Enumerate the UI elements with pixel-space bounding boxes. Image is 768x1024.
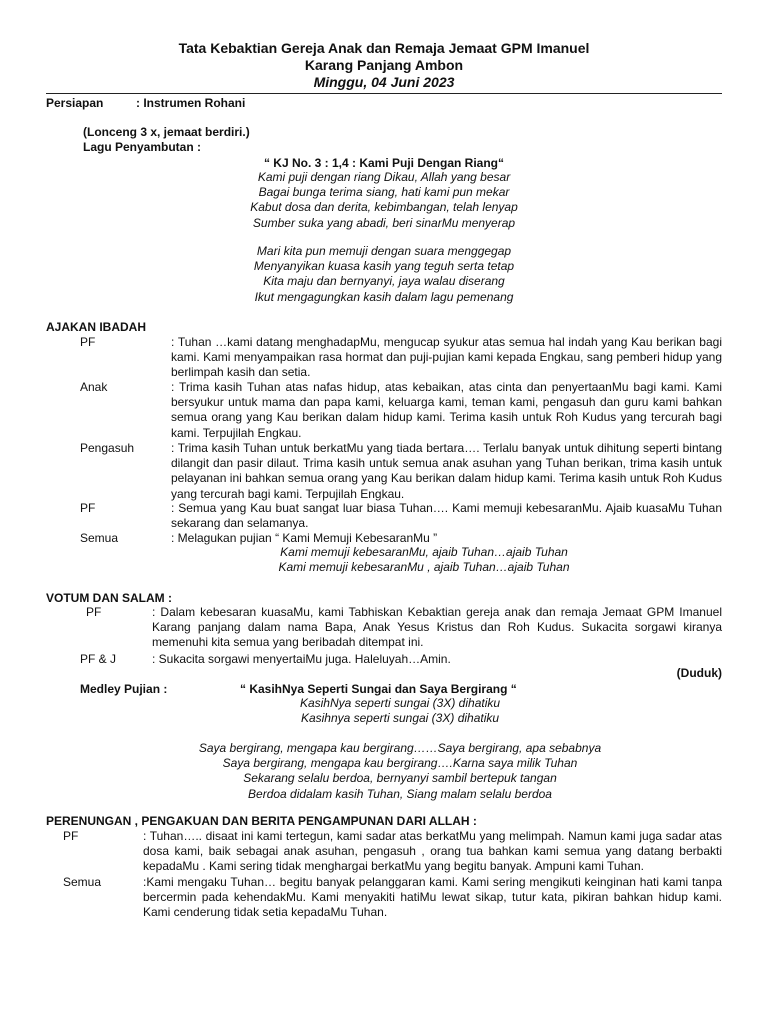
verse-line: Bagai bunga terima siang, hati kami pun mekar	[258, 185, 510, 200]
speaker-label: Pengasuh	[80, 441, 135, 455]
liturgy-text: : Semua yang Kau buat sangat luar biasa Tuhan…. Kami memuji kebesaranMu. Ajaib kuasaMu Tuhan sekarang dan selamanya.	[171, 501, 722, 531]
liturgy-text: : Trima kasih Tuhan untuk berkatMu yang tiada bertara…. Terlalu banyak untuk dihitung seperti bintang dilangit dan pasir dilaut. Trima kasih untuk semua anak asuhan yang Tuhan berikan, trima kasih untuk pelayanan ini bahkan semua orang yang Kau berikan dalam hidup kami. Terima kasih untuk Roh Kudus yang tercurah bagi kami. Terpujilah Engkau.	[171, 441, 722, 501]
document-subtitle: Karang Panjang Ambon	[304, 57, 464, 73]
liturgy-text: : Melagukan pujian “ Kami Memuji KebesaranMu ”	[171, 531, 438, 545]
perenungan-heading: PERENUNGAN , PENGAKUAN DAN BERITA PENGAMPUNAN DARI ALLAH :	[46, 814, 477, 828]
header-divider	[46, 93, 722, 94]
speaker-label: PF	[80, 501, 96, 515]
votum-heading: VOTUM DAN SALAM :	[46, 591, 172, 605]
song-line: KasihNya seperti sungai (3X) dihatiku	[299, 696, 501, 710]
song-line: Kami memuji kebesaranMu , ajaib Tuhan…ajaib Tuhan	[278, 560, 570, 575]
verse-line: Kabut dosa dan derita, kebimbangan, telah lenyap	[250, 200, 518, 215]
medley-label: Medley Pujian :	[80, 682, 168, 696]
song-line: Saya bergirang, mengapa kau bergirang……Saya bergirang, apa sebabnya	[198, 741, 602, 755]
song-lines	[200, 545, 648, 575]
verse-line: Kami puji dengan riang Dikau, Allah yang besar	[257, 170, 511, 184]
song-line: Kasihnya seperti sungai (3X) dihatiku	[300, 711, 500, 726]
song-verse-2	[170, 244, 598, 305]
liturgy-text: : Tuhan….. disaat ini kami tertegun, kami sadar atas berkatMu yang melimpah. Namun kami juga sadar atas dosa kami, baik sebagai anak asuhan, pengasuh , orang tua bahkan kami semua yang datang berbakti kepadaMu . Kami sering tidak menghargai berkatMu yang begitu banyak. Ampuni kami Tuhan.	[143, 829, 722, 874]
song-line: Saya bergirang, mengapa kau bergirang….Karna saya milik Tuhan	[222, 756, 578, 771]
liturgy-text: : Dalam kebesaran kuasaMu, kami Tabhiskan Kebaktian gereja anak dan remaja Jemaat GPM Imanuel Karang panjang dalam nama Bapa, Anak Yesus Kristus dan Roh Kudus. Sukacita sorgawi kiranya memenuhi kita semua yang beribadah ditempat ini.	[152, 605, 722, 650]
document-title: Tata Kebaktian Gereja Anak dan Remaja Jemaat GPM Imanuel	[178, 40, 590, 56]
medley-title: “ KasihNya Seperti Sungai dan Saya Bergirang “	[240, 682, 517, 696]
document-header	[46, 40, 722, 91]
lagu-penyambutan-label: Lagu Penyambutan :	[83, 140, 202, 154]
speaker-label: Anak	[80, 380, 108, 394]
bell-instruction: (Lonceng 3 x, jemaat berdiri.)	[83, 125, 250, 139]
song-line: Berdoa didalam kasih Tuhan, Siang malam selalu berdoa	[248, 786, 552, 801]
medley-lines-1	[220, 696, 580, 726]
persiapan-value: : Instrumen Rohani	[136, 96, 246, 110]
speaker-label: PF & J	[80, 652, 117, 666]
ajakan-heading: AJAKAN IBADAH	[46, 320, 147, 334]
persiapan-label: Persiapan	[46, 96, 104, 110]
verse-line: Sumber suka yang abadi, beri sinarMu menyerap	[252, 215, 516, 230]
song-verse-1	[170, 170, 598, 231]
speaker-label: Semua	[80, 531, 119, 545]
duduk-instruction: (Duduk)	[676, 666, 722, 680]
verse-line: Menyanyikan kuasa kasih yang teguh serta tetap	[253, 259, 515, 274]
song-line: Sekarang selalu berdoa, bernyanyi sambil bertepuk tangan	[243, 771, 557, 786]
liturgy-text: : Sukacita sorgawi menyertaiMu juga. Haleluyah…Amin.	[152, 652, 451, 666]
verse-line: Kita maju dan bernyanyi, jaya walau diserang	[263, 274, 505, 289]
speaker-label: PF	[63, 829, 79, 843]
medley-lines-2	[160, 741, 640, 802]
speaker-label: PF	[86, 605, 102, 619]
speaker-label: PF	[80, 335, 96, 349]
song-title: “ KJ No. 3 : 1,4 : Kami Puji Dengan Riang“	[263, 156, 505, 170]
verse-line: Ikut mengagungkan kasih dalam lagu pemenang	[254, 289, 514, 304]
liturgy-text: :Kami mengaku Tuhan… begitu banyak pelanggaran kami. Kami sering mengikuti keinginan hati kami tanpa bercermin pada kehendakMu. Kami menyakiti hatiMu lewat sikap, tutur kata, pikiran bahkan hidup kami. Kami cenderung tidak setia kepadaMu Tuhan.	[143, 875, 722, 920]
liturgy-text: : Tuhan …kami datang menghadapMu, mengucap syukur atas semua hal indah yang Kau berikan bagi kami. Kami menyampaikan rasa hormat dan puji-pujian kami kepada Engkau, sang pemberi hidup yang berlimpah kasih dan setia.	[171, 335, 722, 380]
verse-line: Mari kita pun memuji dengan suara menggegap	[256, 244, 512, 258]
song-line: Kami memuji kebesaranMu, ajaib Tuhan…ajaib Tuhan	[280, 545, 568, 559]
document-date: Minggu, 04 Juni 2023	[313, 74, 455, 90]
speaker-label: Semua	[63, 875, 102, 889]
liturgy-text: : Trima kasih Tuhan atas nafas hidup, atas kebaikan, atas cinta dan penyertaanMu bagi kami. Kami bersyukur untuk mama dan papa kami, keluarga kami, teman kami, pengasuh dan guru kami bahkan semua orang yang Kau berikan dalam hidup kami. Terima kasih untuk Roh Kudus yang tercurah bagi kami. Terpujilah Engkau.	[171, 380, 722, 440]
